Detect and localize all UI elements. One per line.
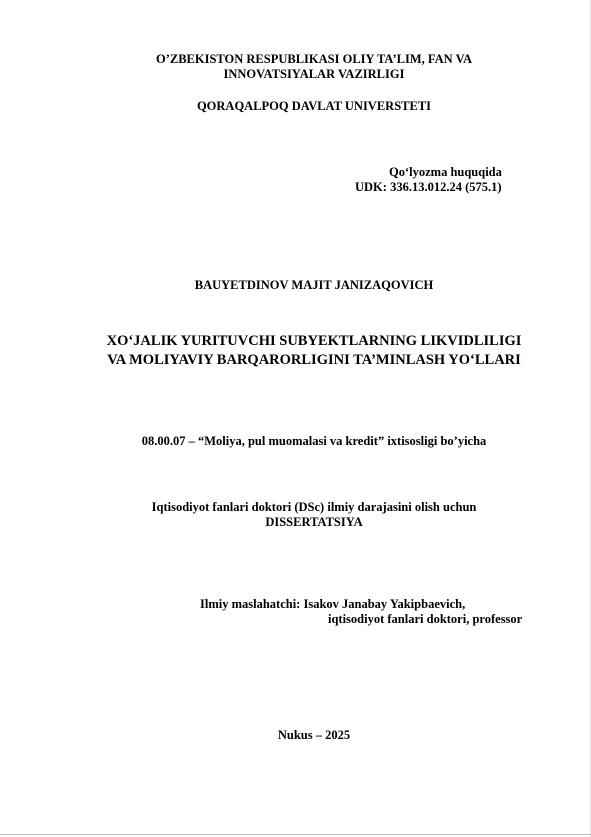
udk-code: UDK: 336.13.012.24 (575.1): [355, 180, 502, 194]
advisor-line-2: iqtisodiyot fanlari doktori, professor: [328, 612, 523, 626]
dissertation-title-line-1: XO‘JALIK YURITUVCHI SUBYEKTLARNING LIKVIDLILIGI: [106, 333, 522, 349]
place-year: Nukus – 2025: [277, 728, 351, 742]
author-name: BAUYETDINOV MAJIT JANIZAQOVICH: [194, 278, 434, 292]
page-bottom-edge: [0, 834, 591, 835]
degree-purpose-line: Iqtisodiyot fanlari doktori (DSc) ilmiy darajasini olish uchun: [151, 500, 477, 514]
manuscript-rights: Qo‘lyozma huquqida: [389, 165, 502, 179]
specialty-line: 08.00.07 – “Moliya, pul muomalasi va kredit” ixtisosligi bo’yicha: [141, 434, 487, 448]
ministry-name-line-1: O’ZBEKISTON RESPUBLIKASI OLIY TA’LIM, FAN VA: [155, 52, 473, 66]
dissertation-label: DISSERTATSIYA: [265, 515, 363, 529]
university-name: QORAQALPOQ DAVLAT UNIVERSTETI: [196, 99, 432, 113]
dissertation-title-line-2: VA MOLIYAVIY BARQARORLIGINI TA’MINLASH YO‘LLARI: [107, 352, 521, 368]
advisor-line-1: Ilmiy maslahatchi: Isakov Janabay Yakipbaevich,: [200, 597, 466, 611]
ministry-name-line-2: INNOVATSIYALAR VAZIRLIGI: [223, 67, 405, 81]
